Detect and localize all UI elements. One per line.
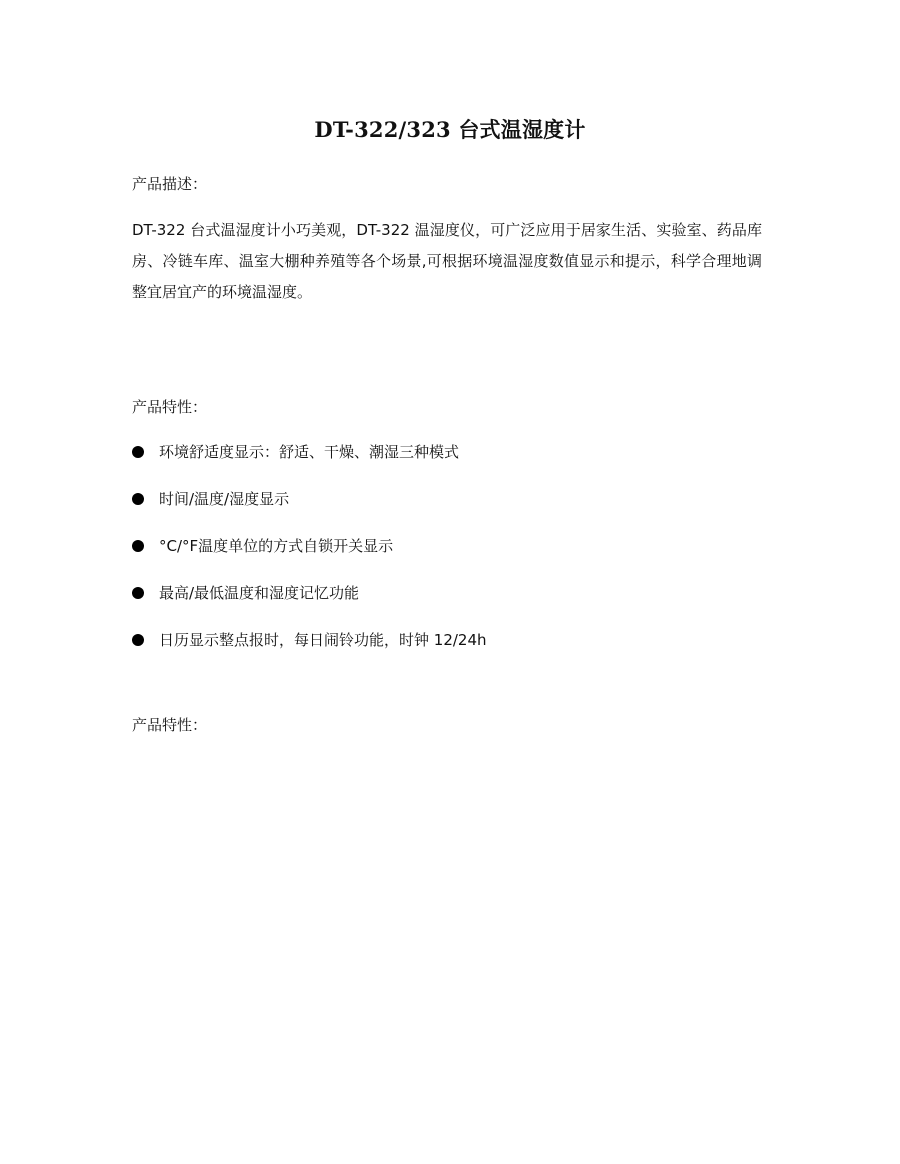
bullet-icon bbox=[132, 587, 144, 599]
description-paragraph: DT-322 台式温湿度计小巧美观，DT-322 温湿度仪，可广泛应用于居家生活、实验室、药品库房、冷链车库、温室大棚种养殖等各个场景,可根据环境温湿度数值显示和提示，科学合理地调整宜居宜产的环境温湿度。 bbox=[132, 221, 762, 301]
feature-item bbox=[132, 535, 487, 582]
document-title: DT-322/323 台式温湿度计 bbox=[314, 117, 586, 142]
feature-text: °C/°F温度单位的方式自锁开关显示 bbox=[159, 537, 394, 555]
feature-text: 时间/温度/湿度显示 bbox=[159, 490, 290, 508]
feature-text: 日历显示整点报时，每日闹铃功能，时钟 12/24h bbox=[159, 631, 487, 649]
bullet-icon bbox=[132, 493, 144, 505]
bullet-icon bbox=[132, 540, 144, 552]
feature-item bbox=[132, 582, 487, 629]
feature-text: 最高/最低温度和湿度记忆功能 bbox=[159, 584, 360, 602]
feature-item bbox=[132, 488, 487, 535]
features-list bbox=[132, 441, 487, 676]
feature-item bbox=[132, 441, 487, 488]
description-heading: 产品描述： bbox=[132, 175, 208, 193]
feature-item bbox=[132, 629, 487, 676]
bullet-icon bbox=[132, 634, 144, 646]
bullet-icon bbox=[132, 446, 144, 458]
features-heading: 产品特性： bbox=[132, 398, 208, 416]
second-features-heading: 产品特性： bbox=[132, 716, 208, 734]
feature-text: 环境舒适度显示：舒适、干燥、潮湿三种模式 bbox=[159, 443, 460, 461]
